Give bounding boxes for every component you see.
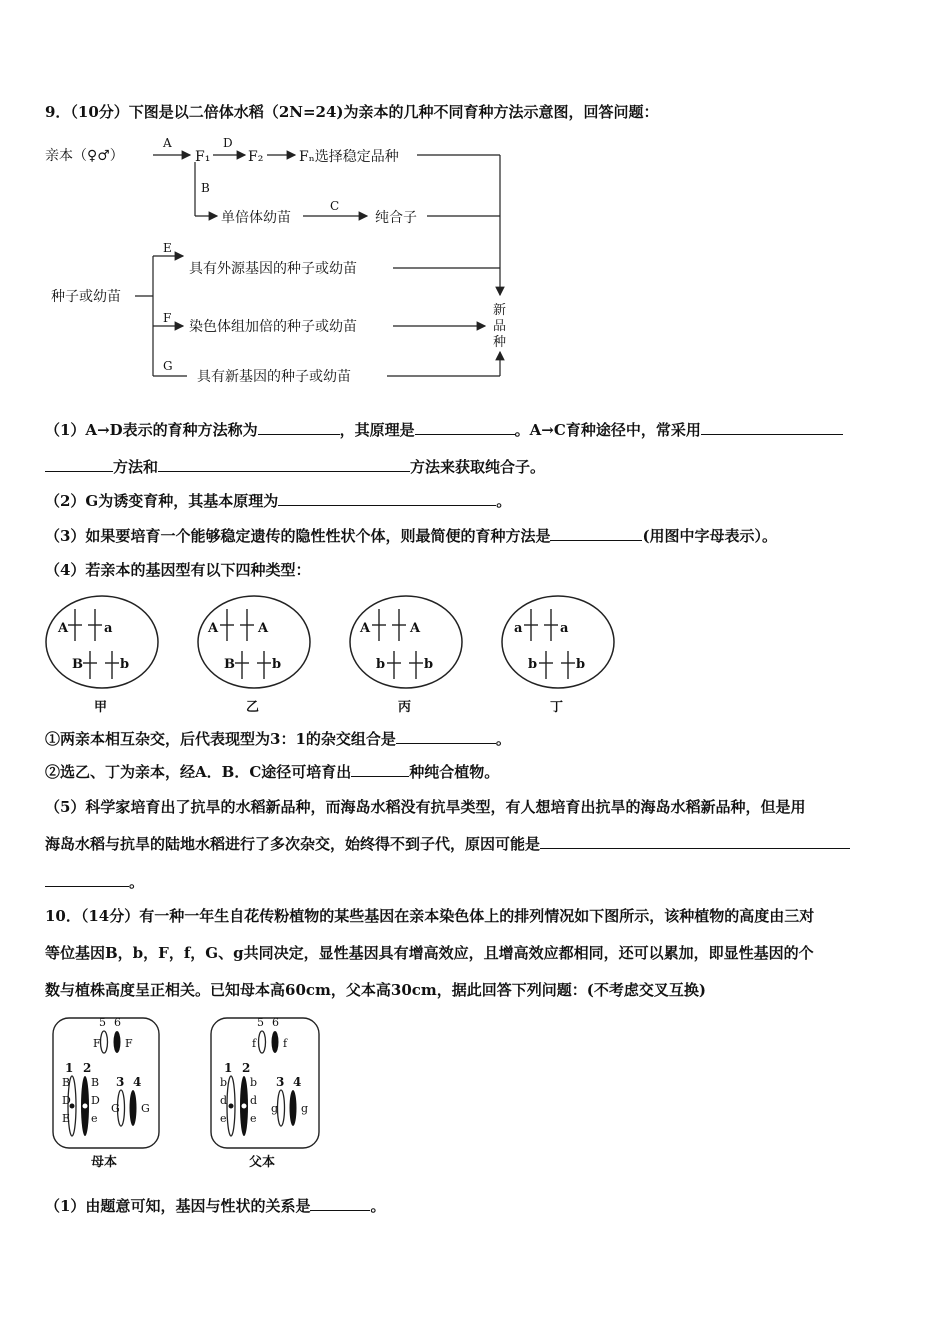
gene-label: A [360,621,371,636]
label-e: E [163,241,172,255]
q9-header-text: 9．（10分）下图是以二倍体水稻（2N=24)为亲本的几种不同育种方法示意图，回答问题： [45,103,659,121]
cell-name: 甲 [94,700,108,715]
q9-part2 [45,491,511,511]
q9-p5b: 海岛水稻与抗旱的陆地水稻进行了多次杂交，始终得不到子代，原因可能是 [45,835,541,853]
node-haploid: 单倍体幼苗 [221,210,291,226]
gene-label: b [376,657,386,672]
q10-line1 [45,906,814,926]
father-label: 父本 [249,1155,276,1170]
q9-part3 [45,526,777,546]
gene-label: a [104,621,113,636]
chrom-number: 4 [293,1075,302,1089]
gene-label: b [576,657,586,672]
node-pure: 纯合子 [375,210,417,226]
chrom-number: 5 [257,1016,264,1029]
cell-jia [46,596,158,715]
q10-p1a: （1）由题意可知，基因与性状的关系是 [45,1197,311,1215]
gene-label: b [220,1076,228,1089]
q9-part1-line2 [45,457,545,477]
q9-part5-line1 [45,797,805,817]
cell-ding [502,596,614,715]
cell-genotypes-figure [40,595,630,717]
gene-label: D [62,1094,71,1107]
q9-p1a: （1）A→D表示的育种方法称为 [45,421,258,439]
q9-p5c: 。 [129,873,145,891]
gene-label: E [62,1112,71,1125]
q9-p2b: 。 [496,492,512,510]
q9-s2b: 种纯合植物。 [409,763,500,781]
node-newgene: 具有新基因的种子或幼苗 [197,369,351,385]
gene-label: b [272,657,282,672]
chrom-number: 6 [114,1016,121,1029]
q9-s1b: 。 [495,730,511,748]
gene-label: e [250,1112,257,1125]
chrom-number: 3 [276,1075,285,1089]
node-newvar-1: 新 [493,303,507,318]
node-f1: F₁ [195,149,211,165]
q9-p3b: (用图中字母表示）。 [642,527,778,545]
answer-blank[interactable] [550,526,642,541]
gene-label: d [220,1094,228,1107]
cell-name: 丁 [550,700,564,715]
chromosome-figure [45,1012,335,1174]
gene-label: g [301,1102,309,1115]
answer-blank[interactable] [258,420,340,435]
q9-s2a: ②选乙、丁为亲本，经A．B．C途径可培育出 [45,763,352,781]
q10-line3-text: 数与植株高度呈正相关。已知母本高60cm，父本高30cm，据此回答下列问题：(不考虑交叉互换) [45,981,706,999]
q9-p3a: （3）如果要培育一个能够稳定遗传的隐性性状个体，则最简便的育种方法是 [45,527,551,545]
chrom-number: 1 [65,1061,74,1075]
gene-label: b [120,657,130,672]
q9-part5-line3 [45,872,144,892]
node-f2: F₂ [248,149,264,165]
cell-yi [198,596,310,715]
gene-label: B [72,657,83,672]
q9-p4: （4）若亲本的基因型有以下四种类型： [45,561,311,579]
answer-blank[interactable] [396,729,496,744]
answer-blank[interactable] [45,872,129,887]
q9-p1b: ，其原理是 [339,421,415,439]
node-seed: 种子或幼苗 [51,289,121,305]
node-doubled: 染色体组加倍的种子或幼苗 [189,319,357,335]
q9-p1e: 方法来获取纯合子。 [410,458,546,476]
chrom-number: 4 [133,1075,142,1089]
mother-cell [53,1016,159,1170]
label-c: C [330,199,340,213]
chrom-number: 3 [116,1075,125,1089]
gene-label: B [62,1076,71,1089]
gene-label: D [91,1094,100,1107]
label-a: A [163,136,172,150]
breeding-diagram [45,130,525,390]
gene-label: a [514,621,523,636]
gene-label: a [560,621,569,636]
q10-p1b: 。 [370,1197,386,1215]
gene-label: A [208,621,219,636]
answer-blank[interactable] [415,420,515,435]
gene-label: f [283,1037,288,1050]
mother-label: 母本 [91,1155,118,1170]
father-cell [211,1016,319,1170]
q9-p1d: 方法和 [113,458,159,476]
gene-label: F [93,1037,101,1050]
gene-label: A [410,621,421,636]
label-g: G [163,359,173,373]
gene-label: F [125,1037,133,1050]
q9-s1a: ①两亲本相互杂交，后代表现型为3：1的杂交组合是 [45,730,396,748]
gene-label: b [250,1076,258,1089]
gene-label: G [111,1102,120,1115]
q9-part1-line1 [45,420,843,440]
node-newvar-2: 品 [493,319,507,334]
q9-p5a: （5）科学家培育出了抗旱的水稻新品种，而海岛水稻没有抗旱类型，有人想培育出抗旱的海岛水稻新品种，但是用 [45,798,806,816]
node-newvar-3: 种 [493,335,507,350]
chrom-number: 5 [99,1016,106,1029]
answer-blank[interactable] [310,1196,370,1211]
gene-label: A [258,621,269,636]
q9-header [45,102,659,122]
chrom-number: 2 [242,1061,251,1075]
gene-label: f [252,1037,257,1050]
label-f: F [163,311,172,325]
answer-blank[interactable] [701,420,843,435]
chrom-number: 6 [272,1016,279,1029]
gene-label: B [224,657,235,672]
answer-blank[interactable] [45,457,113,472]
q10-line2-text: 等位基因B，b，F，f，G、g共同决定，显性基因具有增高效应，且增高效应都相同，还可以累加，即显性基因的个 [45,944,814,962]
q9-p1c: 。A→C育种途径中，常采用 [514,421,701,439]
q9-part4 [45,560,310,580]
node-fn: Fₙ选择稳定品种 [299,149,399,165]
gene-label: e [91,1112,98,1125]
gene-label: g [271,1102,279,1115]
cell-bing [350,596,462,715]
answer-blank[interactable] [540,834,850,849]
gene-label: d [250,1094,258,1107]
answer-blank[interactable] [278,491,496,506]
q9-p2a: （2）G为诱变育种，其基本原理为 [45,492,279,510]
q10-part1 [45,1196,385,1216]
answer-blank[interactable] [351,762,409,777]
node-parent: 亲本（♀♂） [45,148,124,164]
chrom-number: 2 [83,1061,92,1075]
gene-label: A [58,621,69,636]
answer-blank[interactable] [158,457,410,472]
chrom-number: 1 [224,1061,233,1075]
q9-part5-line2 [45,834,850,854]
q9-sub1 [45,729,511,749]
q9-sub2 [45,762,499,782]
label-b: B [201,181,210,195]
q10-line1-text: 10．（14分）有一种一年生自花传粉植物的某些基因在亲本染色体上的排列情况如下图所示，该种植物的高度由三对 [45,907,815,925]
gene-label: b [528,657,538,672]
gene-label: b [424,657,434,672]
cell-name: 乙 [246,700,260,715]
gene-label: e [220,1112,227,1125]
node-foreign: 具有外源基因的种子或幼苗 [189,261,357,277]
q10-line2 [45,943,814,963]
label-d: D [223,136,233,150]
cell-name: 丙 [398,700,412,715]
gene-label: G [141,1102,150,1115]
q10-line3 [45,980,706,1000]
gene-label: B [91,1076,100,1089]
